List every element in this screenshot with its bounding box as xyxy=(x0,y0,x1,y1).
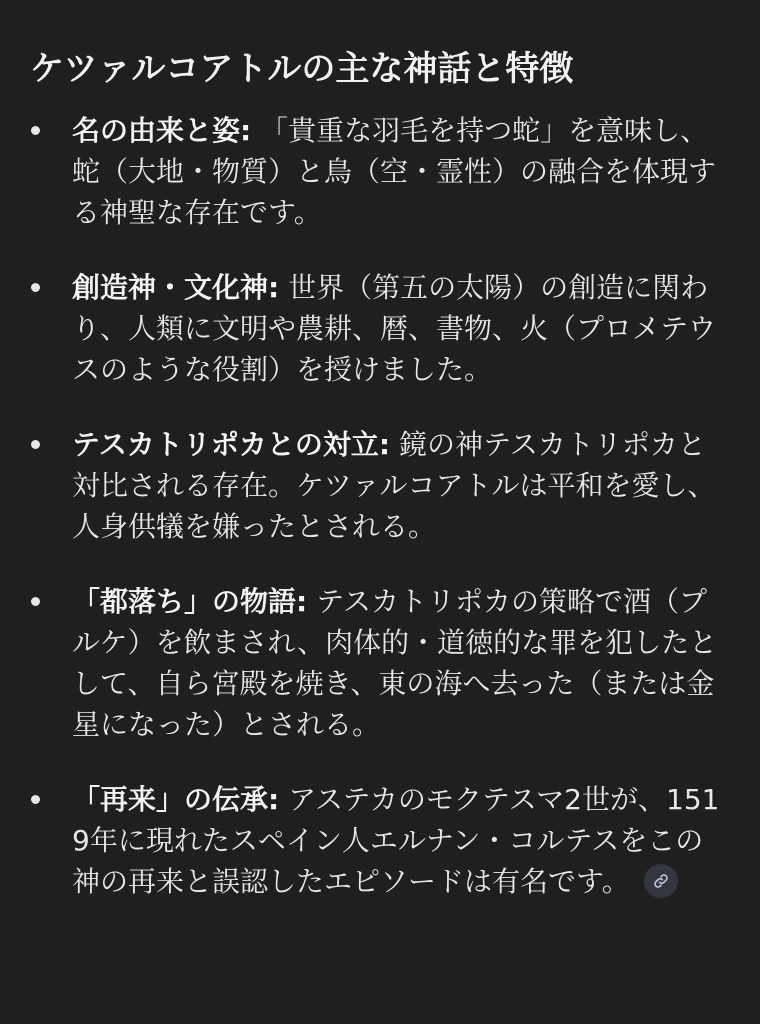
item-text: 鏡の神テスカトリポカと対比される存在。ケツァルコアトルは平和を愛し、人身供犠を嫌ったとされる。 xyxy=(72,428,716,543)
bullet-dot xyxy=(31,440,40,449)
item-term: 名の由来と姿: xyxy=(72,114,252,147)
item-text: 世界（第五の太陽）の創造に関わり、人類に文明や農耕、暦、書物、火（プロメテウスのような役割）を授けました。 xyxy=(72,271,717,386)
link-icon xyxy=(653,873,669,889)
bullet-dot xyxy=(31,597,40,606)
bullet-dot xyxy=(31,795,40,804)
list-item-creator-god xyxy=(30,267,730,390)
item-term: テスカトリポカとの対立: xyxy=(72,428,391,461)
list-item-tezcatlipoca-rivalry xyxy=(30,424,730,547)
item-text: アステカのモクテスマ2世が、1519年に現れたスペイン人エルナン・コルテスをこの神の再来と誤認したエピソードは有名です。 xyxy=(72,783,720,898)
bullet-dot xyxy=(31,283,40,292)
list-item-exile-story xyxy=(30,581,730,745)
item-text: 「貴重な羽毛を持つ蛇」を意味し、蛇（大地・物質）と鳥（空・霊性）の融合を体現する神聖な存在です。 xyxy=(72,114,717,229)
item-text: テスカトリポカの策略で酒（プルケ）を飲まされ、肉体的・道徳的な罪を犯したとして、自ら宮殿を焼き、東の海へ去った（または金星になった）とされる。 xyxy=(72,585,718,741)
source-link-button[interactable] xyxy=(644,864,678,898)
bullet-dot xyxy=(31,126,40,135)
response-content xyxy=(30,42,730,902)
item-term: 創造神・文化神: xyxy=(72,271,280,304)
item-term: 「都落ち」の物語: xyxy=(72,585,308,618)
list-item-return-legend xyxy=(30,779,730,902)
page-title: ケツァルコアトルの主な神話と特徴 xyxy=(30,49,574,89)
item-term: 「再来」の伝承: xyxy=(72,783,280,816)
list-item-name-origin xyxy=(30,110,730,233)
myth-feature-list xyxy=(30,110,730,902)
